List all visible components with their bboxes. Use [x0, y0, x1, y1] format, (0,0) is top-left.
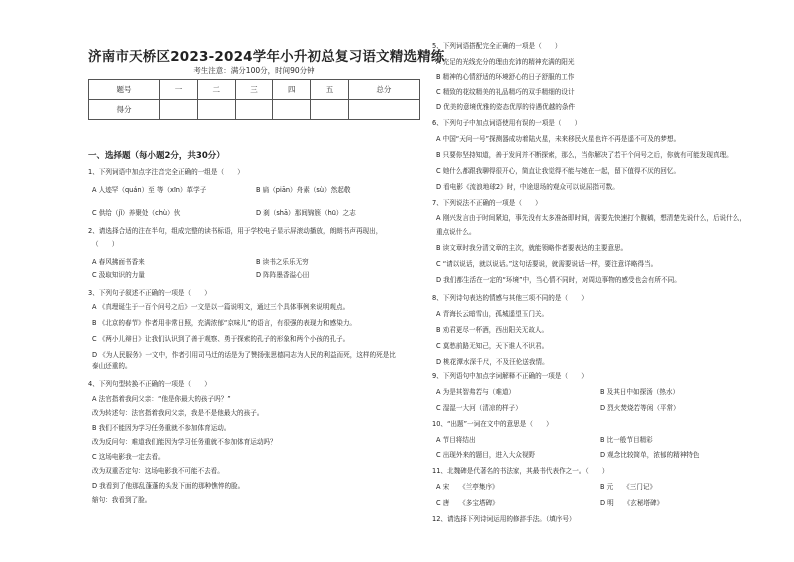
score-cell[interactable] — [311, 100, 349, 120]
score-header-cell: 二 — [197, 80, 235, 100]
score-row-label: 得分 — [89, 100, 160, 120]
question-line: 5、下列词语搭配完全正确的一项是（ ） — [432, 42, 562, 50]
question-line: B 精神的心情舒适的环境舒心的日子舒服的工作 — [436, 73, 575, 81]
question-line: B 元 《三门记》 — [600, 483, 657, 491]
question-line: D 看电影《流浪地球2》时，中途退场的观众可以说屈指可数。 — [436, 183, 619, 191]
question-line: 6、下列句子中加点词语使用有误的一项是（ ） — [432, 119, 582, 127]
question-line: C 她什么都跟我聊得很开心，简直让我觉得不能与她在一起，留下值得不厌的回忆。 — [436, 167, 681, 175]
question-line: D 我们都生活在一定的“环境”中，当心情不同时，对周边事物的感受也会有所不同。 — [436, 276, 681, 284]
score-header-cell: 三 — [235, 80, 273, 100]
question-line: B 只要你坚持知道，善于发问并不断探索，那么，当你解决了若干个问号之后，你就有可能发现真理。 — [436, 151, 733, 159]
question-line: A 节目将结出 — [436, 436, 476, 444]
question-line: A 为是其智弗若与（难道） — [436, 388, 516, 396]
score-header-cell: 五 — [311, 80, 349, 100]
question-line: B 读书之乐乐无穷 — [256, 258, 309, 266]
question-line: 重点说什么。 — [436, 228, 476, 236]
question-line: B 《北京的春节》作者用非常日照，充满浓郁“京味儿”的语言，有很强的表现力和感染力。 — [92, 319, 357, 327]
question-line: 改为双重否定句：这场电影我不可能不去看。 — [92, 467, 224, 475]
question-line: A 青海长云暗雪山，孤城遥望玉门关。 — [436, 310, 549, 318]
score-cell[interactable] — [160, 100, 198, 120]
question-line: B 劝君更尽一杯酒，西出阳关无故人。 — [436, 326, 549, 334]
score-header-cell: 总分 — [348, 80, 419, 100]
question-line: C 这场电影我一定去看。 — [92, 453, 165, 461]
score-cell[interactable] — [273, 100, 311, 120]
exam-notice: 考生注意：满分100分，时间90分钟 — [193, 66, 315, 75]
question-line: D 我看到了他那乱蓬蓬的头发下面的那种憔悴的脸。 — [92, 482, 245, 490]
question-line: A 中国“天问一号”探测器成功着陆火星，未来移民火星也许不再是遥不可及的梦想。 — [436, 135, 681, 143]
question-line: A 《真理诞生于一百个问号之后》一文是以一篇说明文，通过三个具体事例来说明观点。 — [92, 303, 350, 311]
question-line: 10、“出题”一词在文中的意思是（ ） — [432, 420, 553, 428]
question-line: A 春风拂面书香来 — [92, 258, 145, 266]
question-line: C 精致的花纹精美的礼品精巧的双手精细的设计 — [436, 88, 575, 96]
score-cell[interactable] — [348, 100, 419, 120]
question-line: D 桃花潭水深千尺，不及汪伦送我情。 — [436, 358, 549, 366]
question-line: 7、下列说法不正确的一项是（ ） — [432, 199, 542, 207]
question-line: D 优美的意境优雅的姿态优厚的待遇优越的条件 — [436, 103, 576, 111]
question-line: 泰山还重的。 — [92, 362, 132, 370]
question-line: D 烈火焚烧若等闲（平常） — [600, 404, 680, 412]
question-line: C 《两小儿辩日》让我们认识到了善于观察、勇于探索的孔子的形象和两个小孩的孔子。 — [92, 335, 350, 343]
question-line: D 阵阵墨香溢心田 — [256, 271, 310, 279]
question-line: A 宋 《兰亭集序》 — [436, 483, 499, 491]
question-line: 3、下列句子叙述不正确的一项是（ ） — [88, 289, 211, 297]
question-line: B 及其日中如探汤（热水） — [600, 388, 680, 396]
score-header-cell: 一 — [160, 80, 198, 100]
score-header-cell: 题号 — [89, 80, 160, 100]
question-line: D 明 《玄秘塔碑》 — [600, 499, 664, 507]
question-line: A 充足的光线充分的理由充沛的精神充满的阳光 — [436, 58, 575, 66]
question-line: C “请以说话，就以说话。”这句话要说，就需要说话一样，要注意详略得当。 — [436, 260, 658, 268]
question-line: B 读文章时我分清文章的主次，就能领略作者要表达的主要意思。 — [436, 244, 628, 252]
question-line: C 出现外来的题目，进入大众视野 — [436, 451, 536, 459]
exam-title: 济南市天桥区2023-2024学年小升初总复习语文精选精练 — [88, 49, 445, 65]
score-table — [88, 79, 420, 120]
question-line: 8、下列诗句表达的情感与其他三项不同的是（ ） — [432, 294, 588, 302]
question-line: D 刹（shā）那间锦簇（hū）之志 — [256, 209, 356, 217]
question-line: 12、请选择下列诗词运用的修辞手法。（填序号） — [432, 515, 576, 523]
question-line: C 莫愁前路无知己，天下谁人不识君。 — [436, 342, 549, 350]
question-line: A 法官指着我问父亲：“他是你最大的孩子吗？” — [92, 395, 231, 403]
question-line: 11、北魏碑是代著名的书法家，其最书代表作之一。（ ） — [432, 467, 609, 475]
question-line: 9、下列语句中加点字词解释不正确的一项是（ ） — [432, 372, 588, 380]
question-line: D 《为人民服务》一文中，作者引用司马迁的话是为了赞扬张思德同志为人民的利益而死，这样的死是比 — [92, 351, 396, 359]
score-table-header-row — [89, 80, 420, 100]
question-line: B 扁（piān）舟素（sù）然起敬 — [256, 186, 351, 194]
question-line: B 我们不能因为学习任务重就不参加体育运动。 — [92, 424, 231, 432]
score-cell[interactable] — [197, 100, 235, 120]
question-line: 2、请选择合适的注在半句，组成完整的读书标语，用于学校电子显示屏滚动播放，朗朗书声再现出， — [88, 227, 383, 235]
question-line: D 观念比较简单，浓郁的精神特色 — [600, 451, 700, 459]
question-line: 1、下列词语中加点字注音完全正确的一组是（ ） — [88, 168, 244, 176]
question-line: 改为反问句：难道我们能因为学习任务重就不参加体育运动吗？ — [92, 438, 277, 446]
question-line: 4、下列句型转换不正确的一项是（ ） — [88, 380, 211, 388]
score-cell[interactable] — [235, 100, 273, 120]
score-header-cell: 四 — [273, 80, 311, 100]
score-table-score-row — [89, 100, 420, 120]
question-line: C 供给（jǐ）养聚处（chù）伙 — [92, 209, 181, 217]
question-line: B 比一般节目精彩 — [600, 436, 653, 444]
question-line: 缩句：我看到了脸。 — [92, 496, 152, 504]
question-line: 改为转述句：法官指着我问父亲，我是不是他最大的孩子。 — [92, 409, 264, 417]
section-heading: 一、选择题（每小题2分，共30分） — [88, 151, 225, 161]
question-line: A 人迹罕（quán）至 等（xīn）革学子 — [92, 186, 207, 194]
question-line: （ ） — [92, 240, 119, 248]
question-line: C 汲取知识的力量 — [92, 271, 145, 279]
question-line: C 唐 《多宝塔碑》 — [436, 499, 499, 507]
question-line: A 刚兴发言由于时间紧迫，事先没有太多准备即时间，需要先快速打个腹稿，想清楚先说什么，后说什么， — [436, 214, 746, 222]
question-line: C 湿湿一大河（清凉的样子） — [436, 404, 522, 412]
